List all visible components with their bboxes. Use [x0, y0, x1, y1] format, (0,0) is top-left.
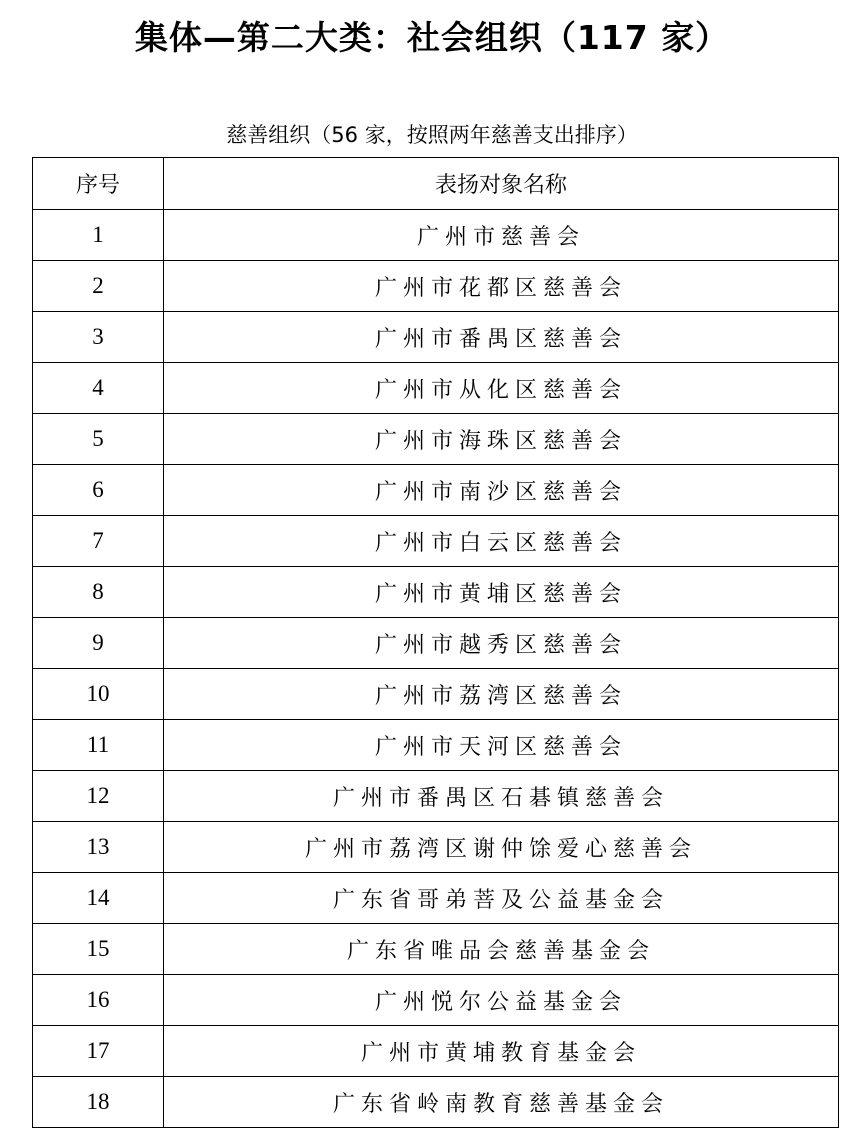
row-name: 广州市海珠区慈善会 — [164, 414, 839, 465]
table-row — [33, 669, 839, 720]
row-name: 广东省岭南教育慈善基金会 — [164, 1077, 839, 1128]
row-name: 广州市荔湾区谢仲馀爱心慈善会 — [164, 822, 839, 873]
header-index: 序号 — [33, 158, 164, 210]
row-name: 广州市从化区慈善会 — [164, 363, 839, 414]
table-row — [33, 210, 839, 261]
table-row — [33, 261, 839, 312]
row-index: 7 — [33, 516, 164, 567]
row-name: 广东省唯品会慈善基金会 — [164, 924, 839, 975]
row-index: 2 — [33, 261, 164, 312]
page-title: 集体—第二大类：社会组织（117 家） — [134, 18, 730, 57]
row-name: 广州市番禺区石碁镇慈善会 — [164, 771, 839, 822]
row-index: 4 — [33, 363, 164, 414]
row-name: 广州市南沙区慈善会 — [164, 465, 839, 516]
table-row — [33, 924, 839, 975]
table-row — [33, 414, 839, 465]
row-name: 广州市番禺区慈善会 — [164, 312, 839, 363]
row-name: 广州悦尔公益基金会 — [164, 975, 839, 1026]
row-name: 广东省哥弟菩及公益基金会 — [164, 873, 839, 924]
row-index: 18 — [33, 1077, 164, 1128]
row-index: 6 — [33, 465, 164, 516]
row-name: 广州市慈善会 — [164, 210, 839, 261]
row-index: 15 — [33, 924, 164, 975]
row-index: 13 — [33, 822, 164, 873]
row-index: 5 — [33, 414, 164, 465]
table-row — [33, 1026, 839, 1077]
table-row — [33, 465, 839, 516]
row-index: 9 — [33, 618, 164, 669]
row-name: 广州市越秀区慈善会 — [164, 618, 839, 669]
table-row — [33, 771, 839, 822]
table-row — [33, 822, 839, 873]
row-index: 10 — [33, 669, 164, 720]
row-index: 14 — [33, 873, 164, 924]
row-name: 广州市黄埔教育基金会 — [164, 1026, 839, 1077]
table-header-row — [33, 158, 839, 210]
table-row — [33, 1077, 839, 1128]
row-index: 3 — [33, 312, 164, 363]
table-row — [33, 975, 839, 1026]
row-name: 广州市天河区慈善会 — [164, 720, 839, 771]
honor-list-table — [32, 157, 839, 1128]
row-index: 17 — [33, 1026, 164, 1077]
row-name: 广州市白云区慈善会 — [164, 516, 839, 567]
row-index: 16 — [33, 975, 164, 1026]
table-row — [33, 618, 839, 669]
row-name: 广州市花都区慈善会 — [164, 261, 839, 312]
row-index: 1 — [33, 210, 164, 261]
header-name: 表扬对象名称 — [164, 158, 839, 210]
table-row — [33, 312, 839, 363]
table-row — [33, 516, 839, 567]
table-row — [33, 720, 839, 771]
table-row — [33, 363, 839, 414]
table-row — [33, 567, 839, 618]
row-name: 广州市荔湾区慈善会 — [164, 669, 839, 720]
table-row — [33, 873, 839, 924]
row-name: 广州市黄埔区慈善会 — [164, 567, 839, 618]
row-index: 8 — [33, 567, 164, 618]
row-index: 12 — [33, 771, 164, 822]
row-index: 11 — [33, 720, 164, 771]
table-subtitle: 慈善组织（56 家，按照两年慈善支出排序） — [226, 123, 638, 147]
